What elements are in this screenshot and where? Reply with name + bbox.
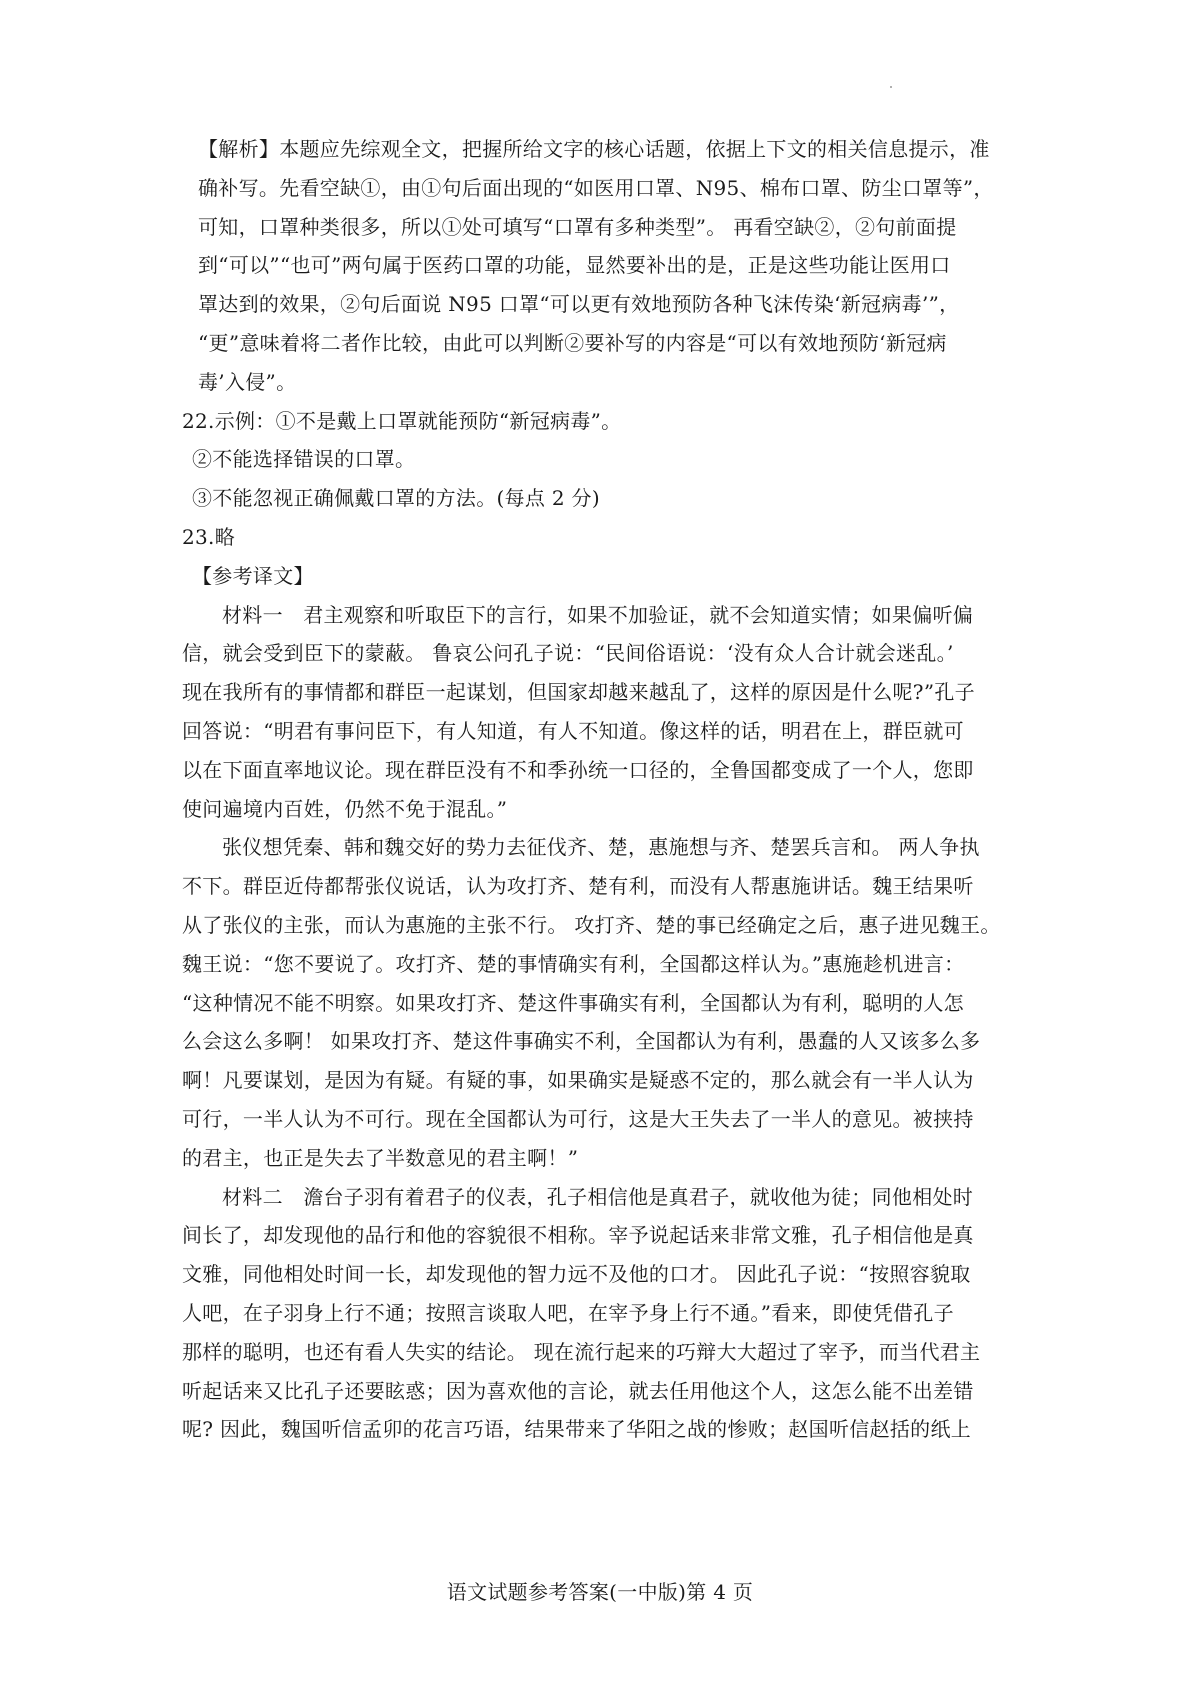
- translation-line: 那样的聪明，也还有看人失实的结论。 现在流行起来的巧辩大大超过了宰予，而当代君主: [182, 1339, 981, 1364]
- material-2-paragraph: [182, 1178, 1062, 1450]
- translation-line: 么会这么多啊！ 如果攻打齐、楚这件事确实不利，全国都认为有利，愚蠢的人又该多么多: [182, 1029, 981, 1054]
- translation-line: 张仪想凭秦、韩和魏交好的势力去征伐齐、楚，惠施想与齐、楚罢兵言和。 两人争执: [222, 835, 980, 860]
- translation-line: 人吧，在子羽身上行不通；按照言谈取人吧，在宰予身上行不通。”看来，即使凭借孔子: [182, 1300, 954, 1325]
- translation-line: 材料一 君主观察和听取臣下的言行，如果不加验证，就不会知道实情；如果偏听偏: [222, 602, 974, 627]
- question-23-answer: 23.略: [182, 524, 236, 549]
- analysis-line: 可知，口罩种类很多，所以①处可填写“口罩有多种类型”。 再看空缺②，②句前面提: [198, 214, 957, 239]
- translation-line: 以在下面直率地议论。现在群臣没有不和季孙统一口径的，全鲁国都变成了一个人，您即: [182, 757, 974, 782]
- translation-line: 现在我所有的事情都和群臣一起谋划，但国家却越来越乱了，这样的原因是什么呢?”孔子: [182, 680, 975, 705]
- analysis-line: 到“可以”“也可”两句属于医药口罩的功能，显然要补出的是，正是这些功能让医用口: [198, 253, 951, 278]
- analysis-line: 【解析】本题应先综观全文，把握所给文字的核心话题，依据上下文的相关信息提示，准: [198, 137, 990, 161]
- question-22-answer: [182, 402, 1062, 518]
- analysis-line: 确补写。先看空缺①，由①句后面出现的“如医用口罩、N95、棉布口罩、防尘口罩等”，: [198, 175, 994, 200]
- analysis-line: 罩达到的效果，②句后面说 N95 口罩“可以更有效地预防各种飞沫传染‘新冠病毒’”，: [198, 292, 960, 317]
- analysis-section: [182, 130, 1062, 402]
- translation-line: 听起话来又比孔子还要眩惑；因为喜欢他的言论，就去任用他这个人，这怎么能不出差错: [182, 1378, 974, 1403]
- scan-speck: [890, 86, 892, 88]
- translation-line: 文雅，同他相处时间一长，却发现他的智力远不及他的口才。 因此孔子说：“按照容貌取: [182, 1262, 971, 1287]
- translation-line: 回答说：“明君有事问臣下，有人知道，有人不知道。像这样的话，明君在上，群臣就可: [182, 718, 964, 743]
- q22-line: ③不能忽视正确佩戴口罩的方法。(每点 2 分): [192, 486, 600, 511]
- translation-line: 啊！凡要谋划，是因为有疑。有疑的事，如果确实是疑惑不定的，那么就会有一半人认为: [182, 1068, 974, 1093]
- translation-line: 材料二 澹台子羽有着君子的仪表，孔子相信他是真君子，就收他为徒；同他相处时: [222, 1184, 974, 1209]
- analysis-line: 毒’入侵”。: [198, 369, 297, 394]
- translation-heading: 【参考译文】: [192, 563, 314, 588]
- translation-line: 间长了，却发现他的品行和他的容貌很不相称。宰予说起话来非常文雅，孔子相信他是真: [182, 1223, 974, 1248]
- translation-line: 从了张仪的主张，而认为惠施的主张不行。 攻打齐、楚的事已经确定之后，惠子进见魏王。: [182, 912, 1001, 937]
- translation-line: 的君主，也正是失去了半数意见的君主啊！”: [182, 1145, 579, 1170]
- translation-line: 信，就会受到臣下的蒙蔽。 鲁哀公问孔子说：“民间俗语说：‘没有众人合计就会迷乱。’: [182, 641, 954, 666]
- translation-line: 使问遍境内百姓，仍然不免于混乱。”: [182, 796, 508, 821]
- q22-line: ②不能选择错误的口罩。: [192, 447, 416, 472]
- analysis-line: “更”意味着将二者作比较，由此可以判断②要补写的内容是“可以有效地预防‘新冠病: [198, 330, 947, 355]
- translation-line: 呢? 因此，魏国听信孟卯的花言巧语，结果带来了华阳之战的惨败；赵国听信赵括的纸上: [182, 1417, 972, 1442]
- translation-line: 魏王说：“您不要说了。攻打齐、楚的事情确实有利，全国都这样认为。”惠施趁机进言：: [182, 951, 965, 976]
- translation-line: 不下。群臣近侍都帮张仪说话，认为攻打齐、楚有利，而没有人帮惠施讲话。魏王结果听: [182, 874, 974, 899]
- page-footer: 语文试题参考答案(一中版)第 4 页: [446, 1580, 754, 1604]
- material-1-paragraph-2: [182, 828, 1062, 1177]
- translation-line: “这种情况不能不明察。如果攻打齐、楚这件事确实有利，全国都认为有利，聪明的人怎: [182, 990, 964, 1015]
- material-1-paragraph-1: [182, 596, 1062, 829]
- answer-content: [182, 130, 1062, 1449]
- translation-line: 可行，一半人认为不可行。现在全国都认为可行，这是大王失去了一半人的意见。被挟持: [182, 1106, 974, 1131]
- q22-line: 22.示例：①不是戴上口罩就能预防“新冠病毒”。: [182, 408, 622, 433]
